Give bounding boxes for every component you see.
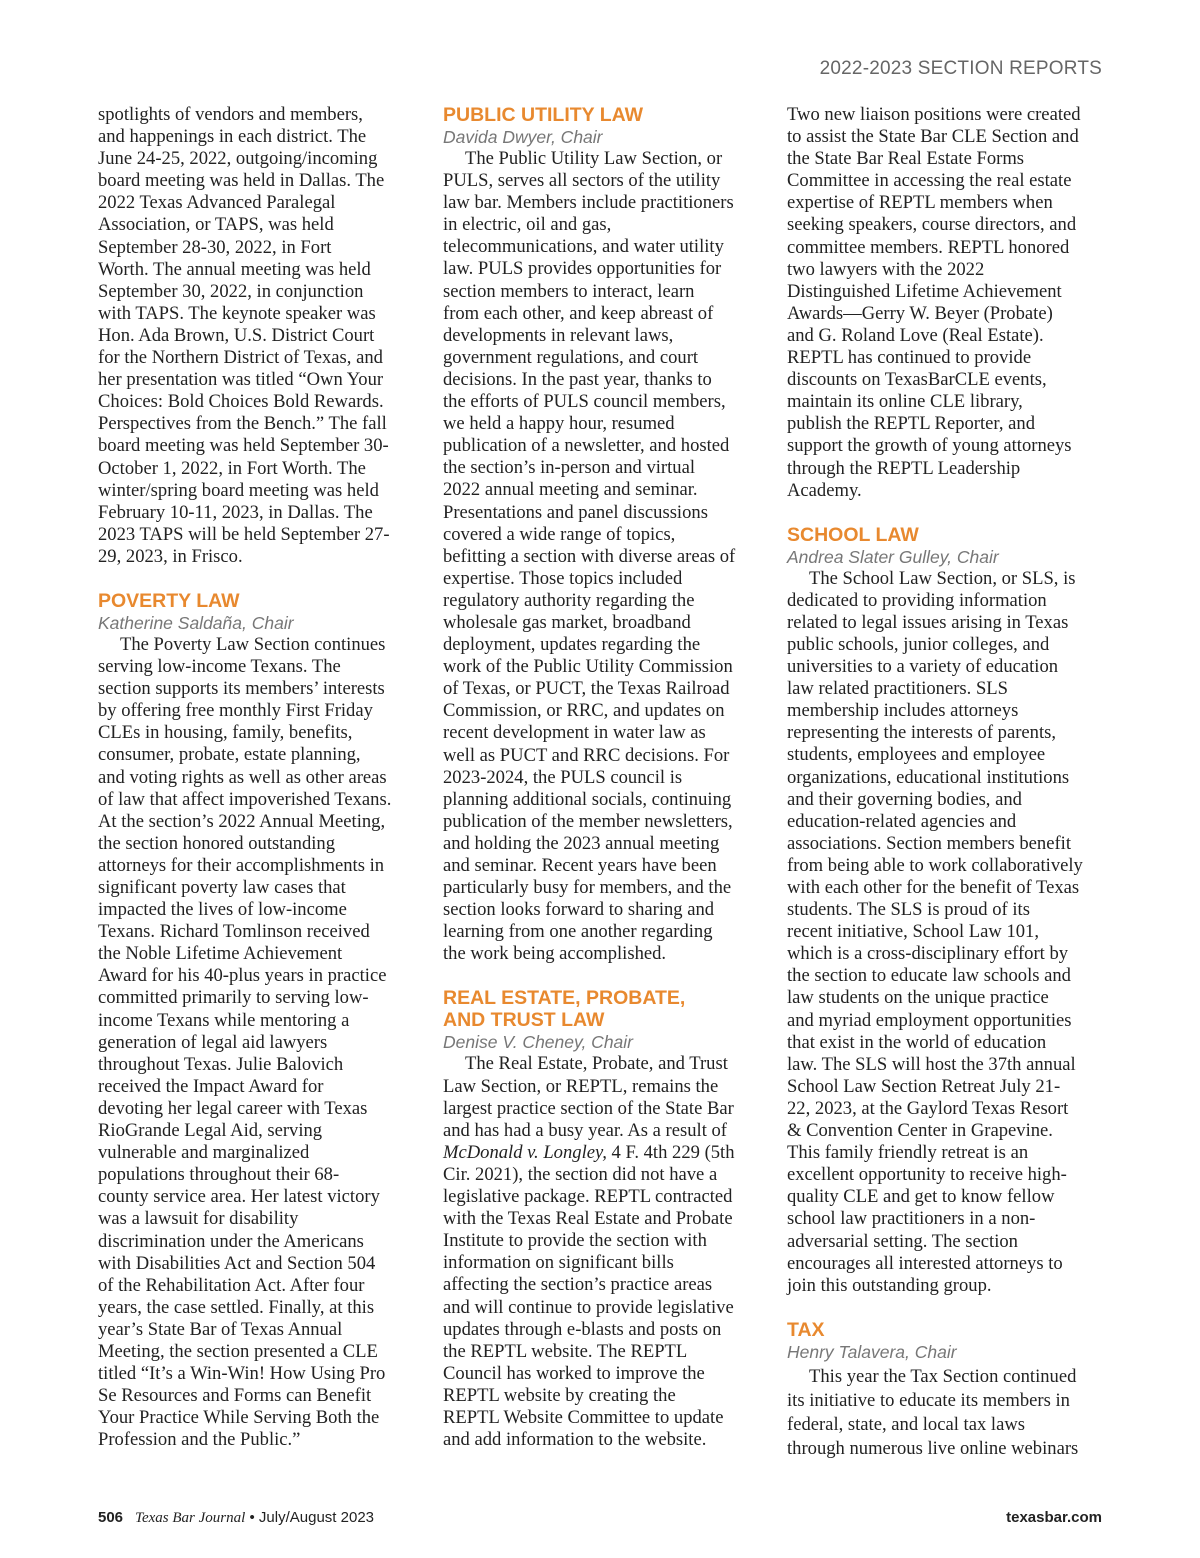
text-line: February 10-11, 2023, in Dallas. The <box>98 501 373 523</box>
text-line: deployment, updates regarding the <box>443 634 701 656</box>
text-line: related to legal issues arising in Texas <box>787 611 1069 633</box>
text-line: regulatory authority regarding the <box>443 589 695 611</box>
tax-text <box>787 1365 1101 1461</box>
text-line: School Law Section Retreat July 21- <box>787 1075 1061 1097</box>
text-line: This family friendly retreat is an <box>787 1142 1029 1164</box>
text-line: learning from one another regarding <box>443 921 713 943</box>
text-line: Meeting, the section presented a CLE <box>98 1340 378 1362</box>
public-utility-law-text <box>443 148 755 965</box>
school-law-heading: SCHOOL LAW <box>787 523 919 546</box>
text-line: county service area. Her latest victory <box>98 1186 380 1208</box>
school-law-chair: Andrea Slater Gulley, Chair <box>787 546 999 567</box>
text-line: Hon. Ada Brown, U.S. District Court <box>98 324 375 346</box>
text-line: law bar. Members include practitioners <box>443 192 734 214</box>
text-line: the State Bar Real Estate Forms <box>787 148 1025 170</box>
text-line: students. The SLS is proud of its <box>787 899 1030 921</box>
running-head: 2022-2023 SECTION REPORTS <box>819 58 1102 79</box>
text-line: received the Impact Award for <box>98 1075 324 1097</box>
text-line: income Texans while mentoring a <box>98 1009 350 1031</box>
text-line: information on significant bills <box>443 1252 674 1274</box>
text-line: June 24-25, 2022, outgoing/incoming <box>98 148 378 170</box>
text-line: federal, state, and local tax laws <box>787 1413 1025 1435</box>
text-line: section supports its members’ interests <box>98 678 385 700</box>
text-line: through the REPTL Leadership <box>787 457 1021 479</box>
text-line: and seminar. Recent years have been <box>443 855 717 876</box>
text-line: serving low-income Texans. The <box>98 656 341 678</box>
text-line: and will continue to provide legislative <box>443 1296 734 1318</box>
text-line: with each other for the benefit of Texas <box>787 877 1080 898</box>
text-line: and voting rights as well as other areas <box>98 766 387 788</box>
text-line: CLEs in housing, family, benefits, <box>98 722 353 744</box>
text-line: updates through e-blasts and posts on <box>443 1318 722 1340</box>
text-line: membership includes attorneys <box>787 700 1019 722</box>
text-line: support the growth of young attorneys <box>787 435 1072 457</box>
text-line: publish the REPTL Reporter, and <box>787 413 1035 435</box>
case-citation-line <box>443 1142 755 1164</box>
text-line: recent development in water law as <box>443 722 706 744</box>
text-line: with TAPS. The keynote speaker was <box>98 302 376 324</box>
text-line: September 28-30, 2022, in Fort <box>98 236 332 258</box>
text-line: the REPTL website. The REPTL <box>443 1340 688 1362</box>
text-line: PULS, serves all sectors of the utility <box>443 170 721 192</box>
text-line: the section’s in-person and virtual <box>443 457 695 479</box>
text-line: section looks forward to sharing and <box>443 899 715 921</box>
text-line: Se Resources and Forms can Benefit <box>98 1385 372 1407</box>
text-line: 2023 TAPS will be held September 27- <box>98 523 390 545</box>
text-line: The Real Estate, Probate, and Trust <box>465 1053 728 1075</box>
text-line: Distinguished Lifetime Achievement <box>787 280 1062 302</box>
text-line: affecting the section’s practice areas <box>443 1274 713 1296</box>
text-line: throughout Texas. Julie Balovich <box>98 1053 344 1075</box>
text-line: Choices: Bold Choices Bold Rewards. <box>98 391 384 413</box>
text-line: the Noble Lifetime Achievement <box>98 943 343 965</box>
text-line: representing the interests of parents, <box>787 722 1057 744</box>
text-line: and holding the 2023 annual meeting <box>443 832 720 854</box>
text-line: join this outstanding group. <box>787 1274 992 1296</box>
text-line: the section to educate law schools and <box>787 965 1071 987</box>
footer-bullet: • <box>249 1509 255 1526</box>
text-line: expertise. Those topics included <box>443 567 683 589</box>
text-line: decisions. In the past year, thanks to <box>443 368 712 390</box>
text-line: Profession and the Public.” <box>98 1429 301 1451</box>
text-line: discounts on TexasBarCLE events, <box>787 369 1047 391</box>
case-name: McDonald v. Longley, <box>443 1141 607 1163</box>
text-line: telecommunications, and water utility <box>443 236 724 258</box>
text-line: Institute to provide the section with <box>443 1230 707 1252</box>
text-line: discrimination under the Americans <box>98 1230 364 1252</box>
text-line: students, employees and employee <box>787 744 1046 766</box>
text-line: seeking speakers, course directors, and <box>787 214 1077 236</box>
text-line: October 1, 2022, in Fort Worth. The <box>98 457 366 479</box>
reptl-text-part-1 <box>443 1053 755 1141</box>
text-line: publication of a newsletter, and hosted <box>443 435 730 457</box>
footer-left <box>98 1509 374 1527</box>
text-line: consumer, probate, estate planning, <box>98 744 361 766</box>
text-line: legislative package. REPTL contracted <box>443 1186 733 1208</box>
public-utility-law-heading: PUBLIC UTILITY LAW <box>443 104 644 126</box>
text-line: the efforts of PULS council members, <box>443 391 726 413</box>
case-cite: 4 F. 4th 229 (5th <box>606 1141 735 1163</box>
text-line: 2022 Texas Advanced Paralegal <box>98 192 336 214</box>
district-report-text <box>98 104 410 568</box>
reptl-heading-line-1: REAL ESTATE, PROBATE, <box>443 987 686 1010</box>
text-line: generation of legal aid lawyers <box>98 1031 328 1053</box>
text-line: Two new liaison positions were created <box>787 104 1081 125</box>
text-line: At the section’s 2022 Annual Meeting, <box>98 810 386 832</box>
text-line: of law that affect impoverished Texans. <box>98 788 392 810</box>
text-line: that exist in the world of education <box>787 1031 1047 1053</box>
text-line: organizations, educational institutions <box>787 766 1070 788</box>
text-line: with Disabilities Act and Section 504 <box>98 1252 376 1274</box>
text-line: titled “It’s a Win-Win! How Using Pro <box>98 1363 386 1385</box>
text-line: universities to a variety of education <box>787 656 1059 678</box>
text-line: law related practitioners. SLS <box>787 678 1008 700</box>
text-line: dedicated to providing information <box>787 589 1047 611</box>
text-line: Law Section, or REPTL, remains the <box>443 1075 719 1097</box>
text-line: law. PULS provides opportunities for <box>443 258 722 280</box>
text-line: encourages all interested attorneys to <box>787 1252 1063 1274</box>
text-line: populations throughout their 68- <box>98 1164 340 1186</box>
text-line: the section honored outstanding <box>98 832 336 854</box>
poverty-law-chair: Katherine Saldaña, Chair <box>98 612 294 633</box>
text-line: section members to interact, learn <box>443 280 695 302</box>
reptl-heading-line-2: AND TRUST LAW <box>443 1009 605 1032</box>
text-line: Commission, or RRC, and updates on <box>443 700 725 722</box>
text-line: maintain its online CLE library, <box>787 391 1023 413</box>
text-line: recent initiative, School Law 101, <box>787 921 1039 943</box>
text-line: The Public Utility Law Section, or <box>465 148 723 169</box>
text-line: 29, 2023, in Frisco. <box>98 545 243 567</box>
text-line: This year the Tax Section continued <box>809 1365 1077 1387</box>
text-line: quality CLE and get to know fellow <box>787 1186 1055 1208</box>
text-line: and myriad employment opportunities <box>787 1009 1072 1031</box>
text-line: significant poverty law cases that <box>98 877 346 898</box>
text-line: impacted the lives of low-income <box>98 899 347 921</box>
magazine-title: Texas Bar Journal <box>135 1510 246 1526</box>
text-line: Association, or TAPS, was held <box>98 214 334 236</box>
text-line: two lawyers with the 2022 <box>787 258 985 280</box>
text-line: The Poverty Law Section continues <box>120 633 386 655</box>
text-line: the work being accomplished. <box>443 943 667 965</box>
text-line: excellent opportunity to receive high- <box>787 1164 1067 1186</box>
text-line: board meeting was held in Dallas. The <box>98 170 385 192</box>
text-line: associations. Section members benefit <box>787 832 1071 854</box>
text-line: particularly busy for members, and the <box>443 877 732 899</box>
text-line: year’s State Bar of Texas Annual <box>98 1318 343 1340</box>
text-line: vulnerable and marginalized <box>98 1142 310 1164</box>
text-line: REPTL Website Committee to update <box>443 1406 724 1428</box>
text-line: its initiative to educate its members in <box>787 1389 1070 1411</box>
text-line: well as PUCT and RRC decisions. For <box>443 744 730 766</box>
text-line: and has had a busy year. As a result of <box>443 1119 727 1141</box>
text-line: wholesale gas market, broadband <box>443 611 691 633</box>
text-line: to assist the State Bar CLE Section and <box>787 126 1079 148</box>
text-line: Cir. 2021), the section did not have a <box>443 1163 718 1185</box>
text-line: committee members. REPTL honored <box>787 236 1070 258</box>
page-number: 506 <box>98 1509 124 1526</box>
text-line: law. The SLS will host the 37th annual <box>787 1053 1076 1075</box>
text-line: covered a wide range of topics, <box>443 523 676 545</box>
text-line: which is a cross-disciplinary effort by <box>787 943 1069 965</box>
text-line: through numerous live online webinars <box>787 1437 1079 1459</box>
text-line: winter/spring board meeting was held <box>98 479 379 501</box>
text-line: attorneys for their accomplishments in <box>98 854 385 876</box>
text-line: board meeting was held September 30- <box>98 435 389 457</box>
text-line: Council has worked to improve the <box>443 1362 705 1384</box>
text-line: committed primarily to serving low- <box>98 987 369 1009</box>
text-line: RioGrande Legal Aid, serving <box>98 1120 323 1142</box>
text-line: REPTL website by creating the <box>443 1384 676 1406</box>
reptl-continued-text <box>787 104 1101 502</box>
text-line: of Texas, or PUCT, the Texas Railroad <box>443 678 730 700</box>
text-line: Perspectives from the Bench.” The fall <box>98 413 387 435</box>
text-line: public schools, junior colleges, and <box>787 633 1050 655</box>
text-line: Award for his 40-plus years in practice <box>98 965 387 987</box>
text-line: in electric, oil and gas, <box>443 214 612 236</box>
text-line: 2022 annual meeting and seminar. <box>443 479 698 501</box>
text-line: The School Law Section, or SLS, is <box>809 567 1076 589</box>
text-line: was a lawsuit for disability <box>98 1208 299 1230</box>
text-line: 2023-2024, the PULS council is <box>443 766 683 788</box>
text-line: adversarial setting. The section <box>787 1230 1018 1252</box>
reptl-chair: Denise V. Cheney, Chair <box>443 1032 633 1053</box>
text-line: devoting her legal career with Texas <box>98 1097 368 1119</box>
text-line: 22, 2023, at the Gaylord Texas Resort <box>787 1097 1069 1119</box>
text-line: work of the Public Utility Commission <box>443 656 733 678</box>
text-line: September 30, 2022, in conjunction <box>98 280 364 302</box>
text-line: & Convention Center in Grapevine. <box>787 1120 1053 1142</box>
text-line: from each other, and keep abreast of <box>443 302 714 324</box>
text-line: by offering free monthly First Friday <box>98 700 373 722</box>
text-line: REPTL has continued to provide <box>787 347 1032 369</box>
column-1 <box>98 104 410 1451</box>
issue-date: July/August 2023 <box>258 1509 374 1526</box>
text-line: publication of the member newsletters, <box>443 810 733 832</box>
text-line: Worth. The annual meeting was held <box>98 258 371 280</box>
text-line: law students on the unique practice <box>787 987 1049 1009</box>
text-line: and happenings in each district. The <box>98 126 367 148</box>
tax-chair: Henry Talavera, Chair <box>787 1341 957 1362</box>
poverty-law-heading: POVERTY LAW <box>98 589 240 612</box>
text-line: we held a happy hour, resumed <box>443 413 675 435</box>
text-line: from being able to work collaboratively <box>787 854 1083 876</box>
text-line: her presentation was titled “Own Your <box>98 369 384 391</box>
text-line: for the Northern District of Texas, and <box>98 347 383 369</box>
tax-heading: TAX <box>787 1318 825 1341</box>
text-line: government regulations, and court <box>443 346 699 368</box>
text-line: Presentations and panel discussions <box>443 501 708 523</box>
reptl-text-part-2 <box>443 1164 755 1451</box>
text-line: Academy. <box>787 479 862 501</box>
column-2 <box>443 104 755 1451</box>
text-line: Your Practice While Serving Both the <box>98 1407 380 1429</box>
text-line: befitting a section with diverse areas of <box>443 545 736 567</box>
text-line: of the Rehabilitation Act. After four <box>98 1274 365 1296</box>
text-line: with the Texas Real Estate and Probate <box>443 1208 733 1230</box>
text-line: developments in relevant laws, <box>443 324 674 346</box>
text-line: largest practice section of the State Bar <box>443 1097 734 1119</box>
column-3 <box>787 104 1101 1461</box>
text-line: education-related agencies and <box>787 810 1017 832</box>
text-line: planning additional socials, continuing <box>443 788 732 810</box>
text-line: Committee in accessing the real estate <box>787 170 1072 192</box>
public-utility-law-chair: Davida Dwyer, Chair <box>443 127 603 147</box>
text-line: spotlights of vendors and members, <box>98 104 363 125</box>
text-line: and add information to the website. <box>443 1429 707 1451</box>
poverty-law-text <box>98 634 410 1451</box>
text-line: Texans. Richard Tomlinson received <box>98 921 370 943</box>
footer-website[interactable]: texasbar.com <box>1006 1509 1102 1526</box>
text-line: Awards—Gerry W. Beyer (Probate) <box>787 302 1053 324</box>
text-line: expertise of REPTL members when <box>787 192 1053 214</box>
text-line: and G. Roland Love (Real Estate). <box>787 324 1044 346</box>
text-line: school law practitioners in a non- <box>787 1208 1036 1230</box>
text-line: and their governing bodies, and <box>787 788 1022 810</box>
text-line: years, the case settled. Finally, at this <box>98 1296 375 1318</box>
school-law-text <box>787 568 1101 1297</box>
